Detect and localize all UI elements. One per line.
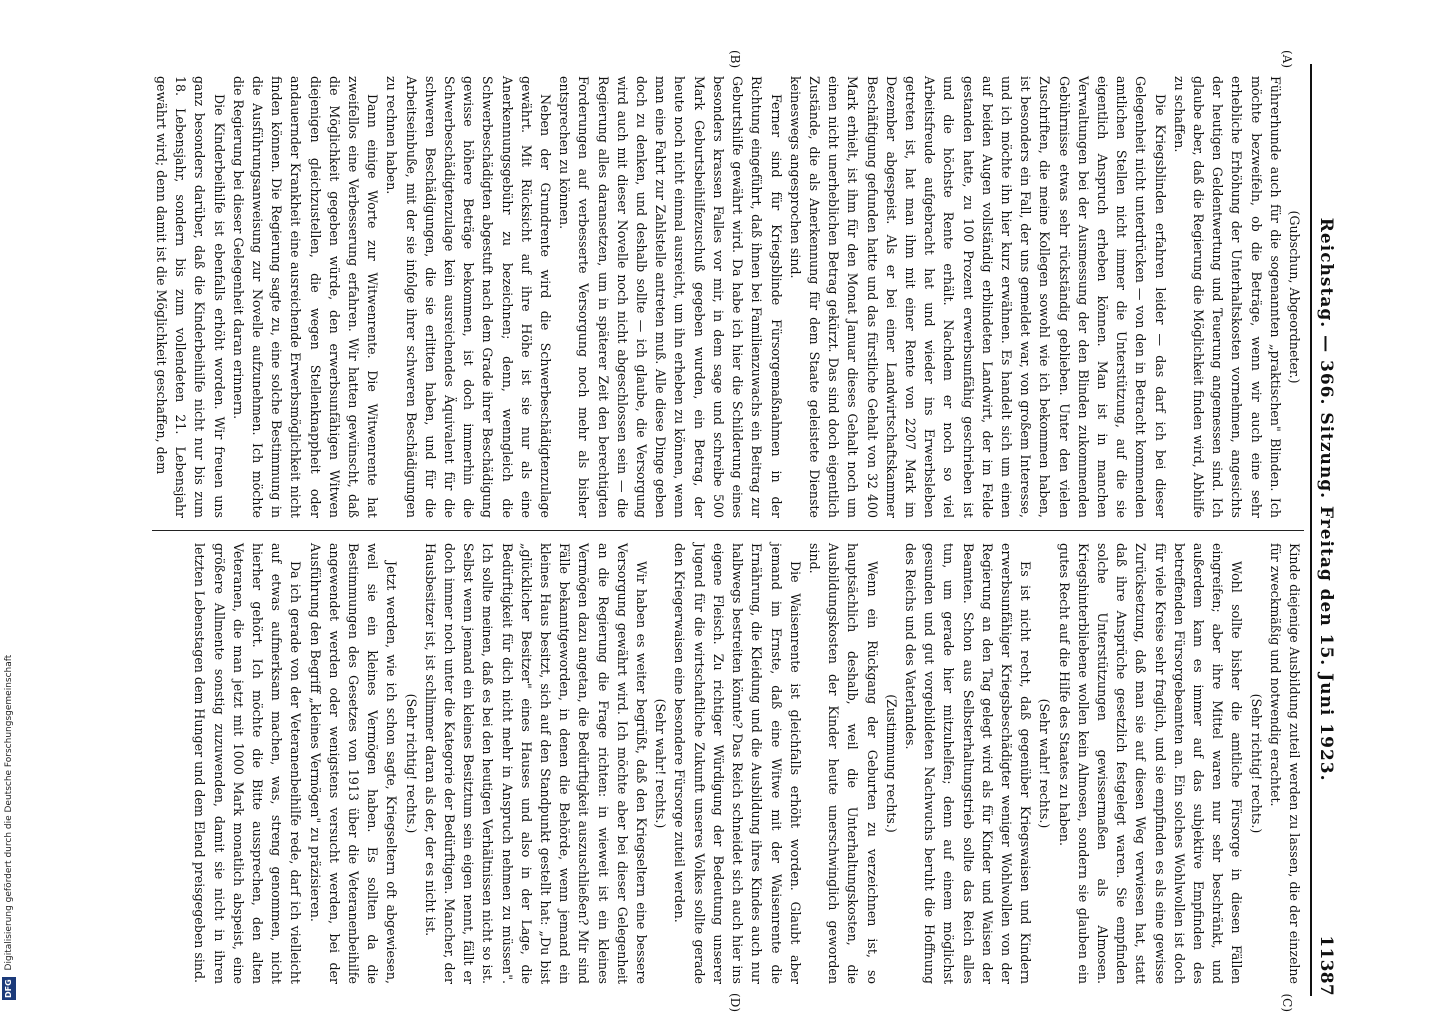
paragraph: Dann einige Worte zur Witwenrente. Die Witwenrente hat zweifellos eine Verbesserung erfahren. Wir hatten gewünscht, daß die Möglichkeit gegeben würde, den erwerbsunfähigen Witwen diejenigen gleichzustellen, die wegen Stellenknappheit oder andauernder Krankheit eine ausreichende Erwerbsmöglichkeit nicht finden können. Die Regierung sagte zu, eine solche Bestimmung in die Ausführungsanweisung zur Novelle aufzunehmen. Ich möchte die Regierung bei dieser Gelegenheit daran erinnern. — [230, 76, 381, 518]
paragraph: Wenn ein Rückgang der Geburten zu verzeichnen ist, so hauptsächlich deshalb, weil die Unterhaltungskosten, die Ausbildungskosten der Kinder heute unerschwinglich geworden sind. — [806, 543, 880, 984]
paragraph: Die Kinderbeihilfe ist ebenfalls erhöht worden. Wir freuen uns ganz besonders darüber, daß die Kinderbeihilfe nicht nur bis zum 18. Lebensjahr, sondern bis zum vollendeten 21. Lebensjahr gewährt wird; denn damit ist die Möglichkeit geschaffen, dem — [154, 76, 227, 518]
paragraph: Jetzt werden, wie ich schon sagte, Kriegseltern oft abgewiesen, weil sie ein kleines Vermögen haben. Es sollten da die Bestimmungen des Gesetzes von 1913 über die Veteranenbeihilfe angewendet werden oder wenigstens versucht werden, bei der Ausführung den Begriff „kleines Vermögen" zu präzisieren. — [307, 543, 400, 984]
paragraph: Ferner sind für Kriegsblinde Fürsorgemaßnahmen in der Richtung eingeführt, daß ihnen bei Familienzuwachs ein Beitrag zur Geburtshilfe gewährt wird. Da habe ich hier die Schilderung eines besonders krassen Falles vor mir, in dem sage und schreibe 500 Mark Geburtsbeihilfezuschuß gegeben wurden, ein Betrag, der heute noch nicht einmal ausreicht, um ihn erheben zu können, wenn man eine Fahrt zur Zahlstelle antreten muß. Alle diese Dinge geben doch zu denken, und deshalb sollte — ich glaube, die Versorgung wird auch mit dieser Novelle noch nicht abgeschlossen sein — die Regierung alles daransetzen, um in späterer Zeit den berechtigten Forderungen auf verbesserte Versorgung noch mehr als bisher entsprechen zu können. — [557, 76, 784, 518]
column-right — [152, 530, 1304, 1012]
paragraph: Wir haben es weiter begrüßt, daß den Kriegseltern eine bessere Versorgung gewährt wird. Ich möchte aber bei dieser Gelegenheit an die Regierung die Frage richten: in wieweit ist ein kleines Vermögen dazu angetan, die Bedürftigkeit auszuschließen? Mir sind Fälle bekanntgeworden, in denen die Behörde, wenn jemand ein kleines Haus besitzt, sich auf den Standpunkt gestellt hat: „Du bist „glücklicher Besitzer" eines Hauses und also in der Lage, die Bedürftigkeit für dich nicht mehr in Anspruch nehmen zu müssen". Ich sollte meinen, daß es bei den heutigen Verhältnissen nicht so ist. Selbst wenn jemand ein kleines Besitztum sein eigen nennt, fällt er doch immer noch unter die Kategorie der Bedürftigen. Mancher, der Hausbesitzer ist, ist schlimmer daran als der, der es nicht ist. — [422, 543, 650, 984]
interjection: (Sehr wahr! rechts.) — [653, 698, 669, 829]
paragraph: Da ich gerade von der Veteranenbeihilfe rede, darf ich vielleicht auf etwas aufmerksam machen, was, streng genommen, nicht hierher gehört. Ich möchte die Bitte aussprechen, den alten Veteranen, die man jetzt mit 1000 Mark monatlich abspeist, eine größere Allmente sonstig zuzuwenden, damit sie nicht in ihren letzten Lebenstagen dem Hunger und dem Elend preisgegeben sind. — [192, 543, 304, 984]
margin-mark-a: (A) — [1280, 50, 1294, 69]
paragraph: Kinde diejenige Ausbildung zuteil werden zu lassen, die der einzelne für zweckmäßig und notwendig erachtet. — [1267, 543, 1302, 984]
digitization-credit — [2, 300, 16, 1000]
margin-mark-b: (B) — [728, 50, 742, 69]
dfg-logo: DFG — [2, 977, 16, 1000]
paragraph: Die Kriegsblinden erfahren leider — das darf ich bei dieser Gelegenheit nicht unterdrücken — von den in Betracht kommenden amtlichen Stellen nicht immer die Unterstützung, auf die sie eigentlich Anspruch erheben können. Man ist in manchen Verwaltungen bei der Ausmessung der den Blinden zukommenden Gebührnisse etwas sehr rückständig geblieben. Unter den vielen Zuschriften, die meine Kollegen sowohl wie ich bekommen haben, ist besonders ein Fall, der uns gemeldet war, von großem Interesse, und ich möchte ihn hier kurz erwähnen. Es handelt sich um einen auf beiden Augen vollständig erblindeten Landwirt, der im Felde gestanden hatte, zu 100 Prozent erwerbsunfähig geschrieben ist und die höchste Rente erhält. Nachdem er noch so viel Arbeitsfreude aufgebracht hat und wieder ins Erwerbsleben getreten ist, hat man ihm mit einer Rente von 2207 Mark im Dezember abgespeist. Als er bei einer Landwirtschaftskammer Beschäftigung gefunden hatte und das fürstliche Gehalt von 32 400 Mark erhielt, ist ihm für den Monat Januar dieses Gehalt noch um einen nicht unerheblichen Betrag gekürzt. Das sind doch eigentlich Zustände, die als Anerkennung für dem Staate geleistete Dienste keineswegs angesprochen sind. — [787, 76, 1168, 518]
paragraph: Die Waisenrente ist gleichfalls erhöht worden. Glaubt aber jemand im Ernste, daß eine Witwe mit der Waisenrente die Ernährung, die Kleidung und die Ausbildung ihres Kindes auch nur halbwegs bestreiten könnte? Das Reich schneidet sich auch hier ins eigene Fleisch. Zu richtiger Würdigung der Bedeutung unserer Jugend für die wirtschaftliche Zukunft unseres Volkes sollte gerade den Kriegerwaisen eine besondere Fürsorge zuteil werden. — [672, 543, 803, 984]
interjection: (Sehr wahr! rechts.) — [1037, 698, 1053, 829]
interjection: (Sehr richtig! rechts.) — [1248, 693, 1264, 834]
margin-mark-c: (C) — [1280, 993, 1294, 1012]
margin-mark-d: (D) — [728, 993, 742, 1012]
text-columns — [152, 50, 1304, 1012]
column-left — [152, 50, 1304, 530]
paragraph: Es ist nicht recht, daß gegenüber Kriegswaisen und Kindern erwerbsunfähiger Kriegsbeschädigter weniger Wohlwollen von der Regierung an den Tag gelegt wird als für Kinder und Waisen der Beamten. Schon aus Selbsterhaltungstrieb sollte das Reich alles tun, um gerade hier mitzuhelfen; denn auf einem möglichst gesunden und gut vorgebildeten Nachwuchs beruht die Hoffnung des Reichs und des Vaterlandes. — [902, 543, 1034, 984]
interjection: (Zustimmung rechts.) — [883, 694, 899, 833]
page-header — [1310, 64, 1336, 996]
paragraph: Neben der Grundrente wird die Schwerbeschädigtenzulage gewährt. Mit Rücksicht auf ihre Höhe ist sie nur als eine Anerkennungsgebühr zu bezeichnen; denn, wenngleich die Schwerbeschädigten abgestuft nach dem Grade ihrer Beschädigung gewisse höhere Beträge bekommen, ist doch immerhin die Schwerbeschädigtenzulage kein ausreichendes Äquivalent für die schweren Beschädigungen, die sie erlitten haben, und für die Arbeitseinbuße, mit der sie infolge ihrer schweren Beschädigungen zu rechnen haben. — [384, 76, 554, 518]
paragraph: Führerhunde auch für die sogenannten „praktischen" Blinden. Ich möchte bezweifeln, ob die Beträge, wenn wir auch eine sehr erhebliche Erhöhung der Unterhaltskosten vornehmen, angesichts der heutigen Geldentwertung und Teuerung angemessen sind. Ich glaube aber, daß die Regierung die Möglichkeit finden wird, Abhilfe zu schaffen. — [1171, 76, 1283, 518]
credit-text: Digitalisierung gefördert durch die Deutsche Forschungsgemeinschaft — [4, 654, 14, 971]
interjection: (Sehr richtig! rechts.) — [403, 693, 419, 834]
paragraph: Wohl sollte bisher die amtliche Fürsorge in diesen Fällen eingreifen; aber ihre Mittel waren nur sehr beschränkt, und außerdem kam es immer auf das subjektive Empfinden des betreffenden Fürsorgebeamten an. Ein solches Wohlwollen ist doch für viele Kreise sehr fraglich, und sie empfinden es als eine gewisse Zurücksetzung, daß man sie auf diesen Weg verwiesen hat, statt daß ihre Ansprüche gesetzlich festgelegt waren. Sie empfinden solche Unterstützungen gewissermaßen als Almosen. Kriegshinterbliebene wollen kein Almosen, sondern sie glauben ein gutes Recht auf die Hilfe des Staates zu haben. — [1056, 543, 1245, 984]
page-number: 11387 — [1316, 935, 1336, 996]
document-page — [90, 50, 1340, 1010]
page-header-title: Reichstag. — 366. Sitzung. Freitag den 15. Juni 1923. — [1316, 217, 1336, 782]
speaker-line: (Gubschun, Abgeordneter.) — [1287, 210, 1302, 384]
